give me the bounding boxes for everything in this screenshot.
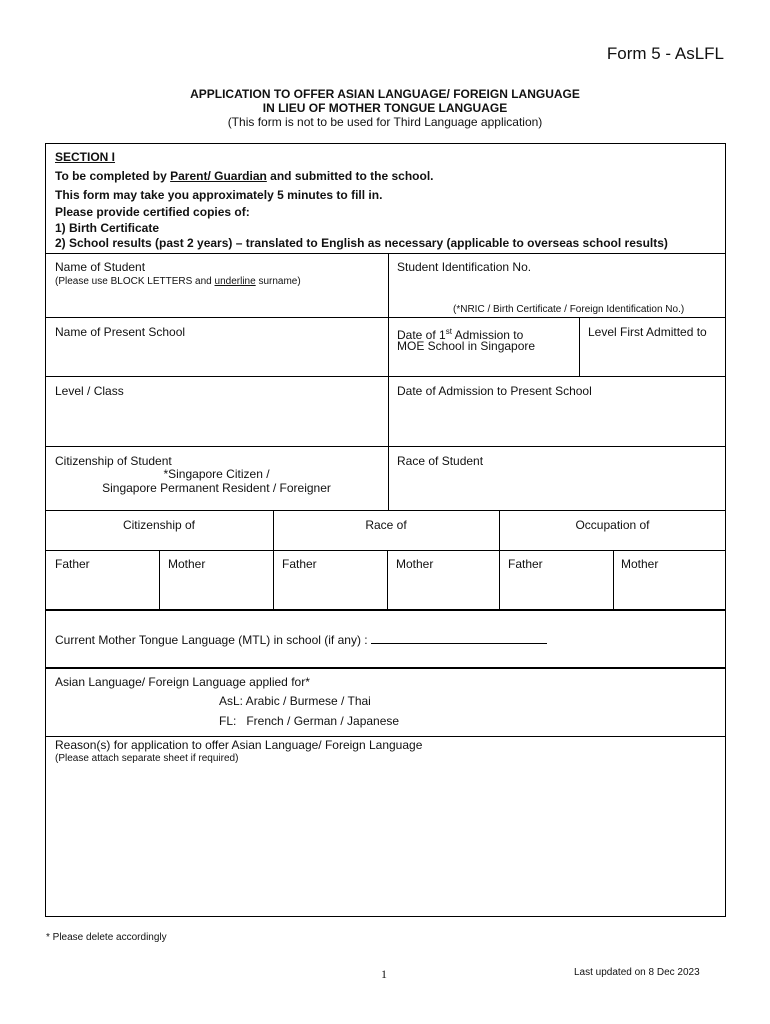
citizenship-student-label: Citizenship of Student bbox=[55, 454, 172, 468]
first-admission-label: Date of 1st Admission to bbox=[397, 327, 524, 342]
section-heading: SECTION I bbox=[55, 150, 116, 164]
student-name-label: Name of Student bbox=[55, 260, 146, 274]
parent-col-father: Father bbox=[282, 557, 317, 571]
mtl-blank[interactable] bbox=[371, 632, 547, 644]
parent-col-mother: Mother bbox=[396, 557, 434, 571]
reasons-label: Reason(s) for application to offer Asian Language/ Foreign Language bbox=[55, 738, 423, 752]
divider bbox=[45, 446, 726, 447]
divider bbox=[388, 253, 389, 510]
mtl-label: Current Mother Tongue Language (MTL) in school (if any) : bbox=[55, 633, 368, 647]
mtl-field bbox=[55, 632, 547, 647]
title-line-3: (This form is not to be used for Third Language application) bbox=[227, 115, 543, 129]
section-instruction: To be completed by Parent/ Guardian and submitted to the school. bbox=[55, 169, 434, 183]
parents-header-citizenship: Citizenship of bbox=[122, 518, 196, 532]
race-student-label: Race of Student bbox=[397, 454, 484, 468]
form-id: Form 5 - AsLFL bbox=[606, 44, 724, 63]
language-applied-label: Asian Language/ Foreign Language applied for* bbox=[55, 675, 310, 689]
fl-options: FL: French / German / Japanese bbox=[219, 714, 400, 728]
present-school-label: Name of Present School bbox=[55, 325, 186, 339]
parent-col-mother: Mother bbox=[621, 557, 659, 571]
divider bbox=[45, 317, 726, 318]
requirement-item-2: 2) School results (past 2 years) – translated to English as necessary (applicable to overseas school results) bbox=[55, 236, 668, 250]
reasons-hint: (Please attach separate sheet if required) bbox=[55, 753, 239, 764]
parents-header-occupation: Occupation of bbox=[575, 518, 650, 532]
divider bbox=[45, 609, 726, 611]
title-line-1: APPLICATION TO OFFER ASIAN LANGUAGE/ FOREIGN LANGUAGE bbox=[190, 87, 580, 101]
parent-guardian-text: Parent/ Guardian bbox=[170, 169, 267, 183]
divider bbox=[613, 550, 614, 610]
footnote: * Please delete accordingly bbox=[46, 932, 167, 943]
student-id-hint: (*NRIC / Birth Certificate / Foreign Identification No.) bbox=[453, 304, 685, 315]
student-id-label: Student Identification No. bbox=[397, 260, 532, 274]
admission-present-label: Date of Admission to Present School bbox=[397, 384, 592, 398]
asl-options: AsL: Arabic / Burmese / Thai bbox=[219, 694, 371, 708]
divider bbox=[45, 736, 726, 737]
section-copies-note: Please provide certified copies of: bbox=[55, 205, 250, 219]
first-admission-label-2: MOE School in Singapore bbox=[397, 339, 536, 353]
citizenship-option-2: Singapore Permanent Resident / Foreigner bbox=[102, 481, 331, 495]
level-class-label: Level / Class bbox=[55, 384, 124, 398]
last-updated: Last updated on 8 Dec 2023 bbox=[574, 967, 700, 978]
divider bbox=[45, 550, 726, 551]
form-title bbox=[0, 87, 770, 129]
citizenship-option-1: *Singapore Citizen / bbox=[163, 467, 270, 481]
page-number: 1 bbox=[381, 967, 387, 981]
requirement-item-1: 1) Birth Certificate bbox=[55, 221, 160, 235]
level-first-admitted-label: Level First Admitted to bbox=[588, 325, 707, 339]
divider bbox=[45, 376, 726, 377]
parents-header-race: Race of bbox=[365, 518, 407, 532]
parent-col-mother: Mother bbox=[168, 557, 206, 571]
parent-col-father: Father bbox=[55, 557, 90, 571]
divider bbox=[159, 550, 160, 610]
divider bbox=[45, 253, 726, 254]
parent-col-father: Father bbox=[508, 557, 543, 571]
divider bbox=[45, 510, 726, 511]
divider bbox=[579, 317, 580, 376]
student-name-hint: (Please use BLOCK LETTERS and underline surname) bbox=[55, 276, 301, 287]
section-time-note: This form may take you approximately 5 minutes to fill in. bbox=[55, 188, 383, 202]
divider bbox=[387, 550, 388, 610]
title-line-2: IN LIEU OF MOTHER TONGUE LANGUAGE bbox=[262, 101, 508, 115]
divider bbox=[45, 667, 726, 669]
